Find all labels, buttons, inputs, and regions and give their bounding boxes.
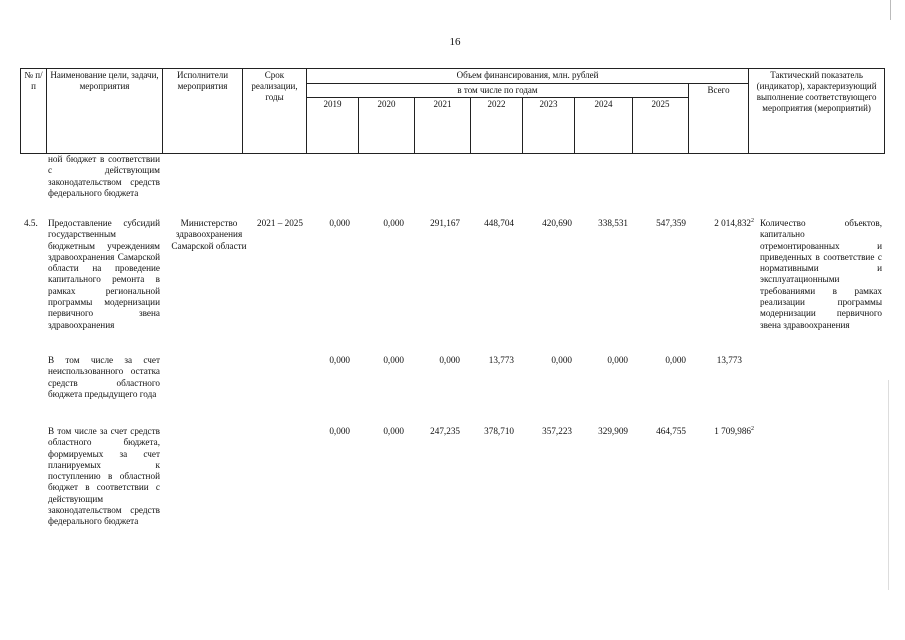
header-year: 2025 — [633, 98, 689, 154]
value-2021: 247,235 — [430, 426, 460, 436]
value-2019: 0,000 — [329, 218, 350, 228]
subrow-name: В том числе за счет неиспользованного остатка средств областного бюджета предыдущего года — [48, 355, 160, 399]
value-2024: 0,000 — [607, 355, 628, 365]
value-total: 1 709,986$^2$ — [714, 425, 754, 436]
row-indicator: Количество объектов, капитально отремонтированных и приведенных в соответствие с нормативными и эксплуатационными требованиями в рамках реализации программы модернизации первичного звена здравоохранения — [760, 218, 882, 330]
row-term: 2021 – 2025 — [257, 218, 303, 228]
continuation-name: ной бюджет в соответствии с действующим законодательством средств федерального бюджета — [48, 154, 160, 198]
page-number: 16 — [449, 36, 461, 48]
row-executor: Министерство здравоохранения Самарской области — [171, 218, 247, 251]
header-name: Наименование цели, задачи, мероприятия — [47, 69, 163, 154]
header-number: № п/п — [21, 69, 47, 154]
value-2024: 338,531 — [598, 218, 628, 228]
value-2023: 0,000 — [551, 355, 572, 365]
header-year: 2024 — [575, 98, 633, 154]
value-2021: 291,167 — [430, 218, 460, 228]
row-name: Предоставление субсидий государственным бюджетным учреждениям здравоохранения Самарской области на проведение капитального ремонта в рамках региональной программы модернизации первичного звена здравоохранения — [48, 218, 160, 330]
subrow-name: В том числе за счет средств областного бюджета, формируемых за счет планируемых к поступлению в областной бюджет в соответствии с действующим законодательством средств федерального бюджета — [48, 426, 160, 527]
value-2025: 547,359 — [656, 218, 686, 228]
header-year: 2021 — [415, 98, 471, 154]
value-2019: 0,000 — [329, 355, 350, 365]
value-2022: 448,704 — [484, 218, 514, 228]
value-total: 2 014,832$^2$ — [714, 217, 754, 228]
value-2023: 357,223 — [542, 426, 572, 436]
header-by-years: в том числе по годам — [307, 84, 689, 98]
value-2022: 13,773 — [488, 355, 514, 365]
header-year: 2019 — [307, 98, 359, 154]
value-2019: 0,000 — [329, 426, 350, 436]
value-2025: 464,755 — [656, 426, 686, 436]
header-executors: Исполнители мероприятия — [163, 69, 243, 154]
value-2021: 0,000 — [439, 355, 460, 365]
value-2025: 0,000 — [665, 355, 686, 365]
header-total: Всего — [689, 84, 749, 154]
value-2024: 329,909 — [598, 426, 628, 436]
value-2020: 0,000 — [383, 426, 404, 436]
row-number: 4.5. — [24, 218, 38, 228]
header-year: 2020 — [359, 98, 415, 154]
header-year: 2022 — [471, 98, 523, 154]
header-funding: Объем финансирования, млн. рублей — [307, 69, 749, 84]
value-2023: 420,690 — [542, 218, 572, 228]
value-total: 13,773 — [716, 355, 742, 365]
header-indicator: Тактический показатель (индикатор), характеризующий выполнение соответствующего мероприятия (мероприятий) — [749, 69, 885, 154]
table-header — [20, 68, 885, 154]
scan-artifact — [890, 0, 891, 20]
scan-artifact — [888, 380, 889, 590]
header-term: Срок реализации, годы — [243, 69, 307, 154]
header-year: 2023 — [523, 98, 575, 154]
value-2022: 378,710 — [484, 426, 514, 436]
value-2020: 0,000 — [383, 218, 404, 228]
value-2020: 0,000 — [383, 355, 404, 365]
